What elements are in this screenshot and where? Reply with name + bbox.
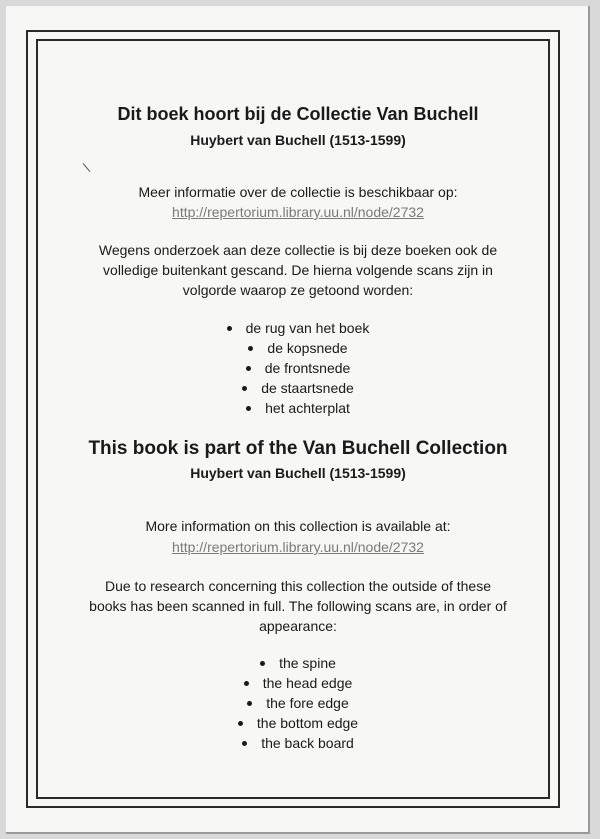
list-item: the back board bbox=[40, 733, 556, 753]
list-item: het achterplat bbox=[40, 398, 556, 418]
bullet-icon bbox=[246, 406, 251, 411]
list-item: the bottom edge bbox=[40, 713, 556, 733]
bullet-icon bbox=[247, 701, 252, 706]
bullet-icon bbox=[242, 386, 247, 391]
english-link[interactable]: http://repertorium.library.uu.nl/node/2732 bbox=[172, 539, 424, 555]
dutch-link[interactable]: http://repertorium.library.uu.nl/node/2732 bbox=[172, 204, 424, 220]
dutch-paragraph-line-1: Wegens onderzoek aan deze collectie is bij deze boeken ook de bbox=[98, 242, 498, 258]
list-item: de kopsnede bbox=[40, 338, 556, 358]
list-item: the fore edge bbox=[40, 693, 556, 713]
english-paragraph-line-3: appearance: bbox=[259, 618, 337, 634]
english-paragraph-line-1: Due to research concerning this collection the outside of these bbox=[104, 578, 491, 594]
dutch-title: Dit boek hoort bij de Collectie Van Buchell bbox=[117, 104, 479, 124]
list-item: the spine bbox=[40, 653, 556, 673]
dutch-subtitle: Huybert van Buchell (1513-1599) bbox=[190, 132, 406, 148]
list-item: de frontsnede bbox=[40, 358, 556, 378]
bullet-icon bbox=[238, 721, 243, 726]
english-title: This book is part of the Van Buchell Collection bbox=[88, 438, 508, 459]
bullet-icon bbox=[248, 346, 253, 351]
dutch-scan-list bbox=[40, 318, 556, 418]
bullet-icon bbox=[244, 681, 249, 686]
dutch-paragraph-line-2: volledige buitenkant gescand. De hierna volgende scans zijn in bbox=[103, 262, 493, 278]
bullet-icon bbox=[260, 661, 265, 666]
bullet-icon bbox=[227, 326, 232, 331]
dutch-paragraph-line-3: volgorde waarop ze getoond worden: bbox=[182, 282, 414, 298]
list-item: the head edge bbox=[40, 673, 556, 693]
dutch-info-text: Meer informatie over de collectie is beschikbaar op: bbox=[138, 184, 458, 200]
english-paragraph-line-2: books has been scanned in full. The following scans are, in order of bbox=[89, 598, 507, 614]
english-scan-list bbox=[40, 653, 556, 753]
list-item: de rug van het boek bbox=[40, 318, 556, 338]
english-subtitle: Huybert van Buchell (1513-1599) bbox=[190, 465, 406, 481]
bullet-icon bbox=[246, 366, 251, 371]
bullet-icon bbox=[242, 741, 247, 746]
english-info-text: More information on this collection is available at: bbox=[145, 518, 451, 534]
list-item: de staartsnede bbox=[40, 378, 556, 398]
